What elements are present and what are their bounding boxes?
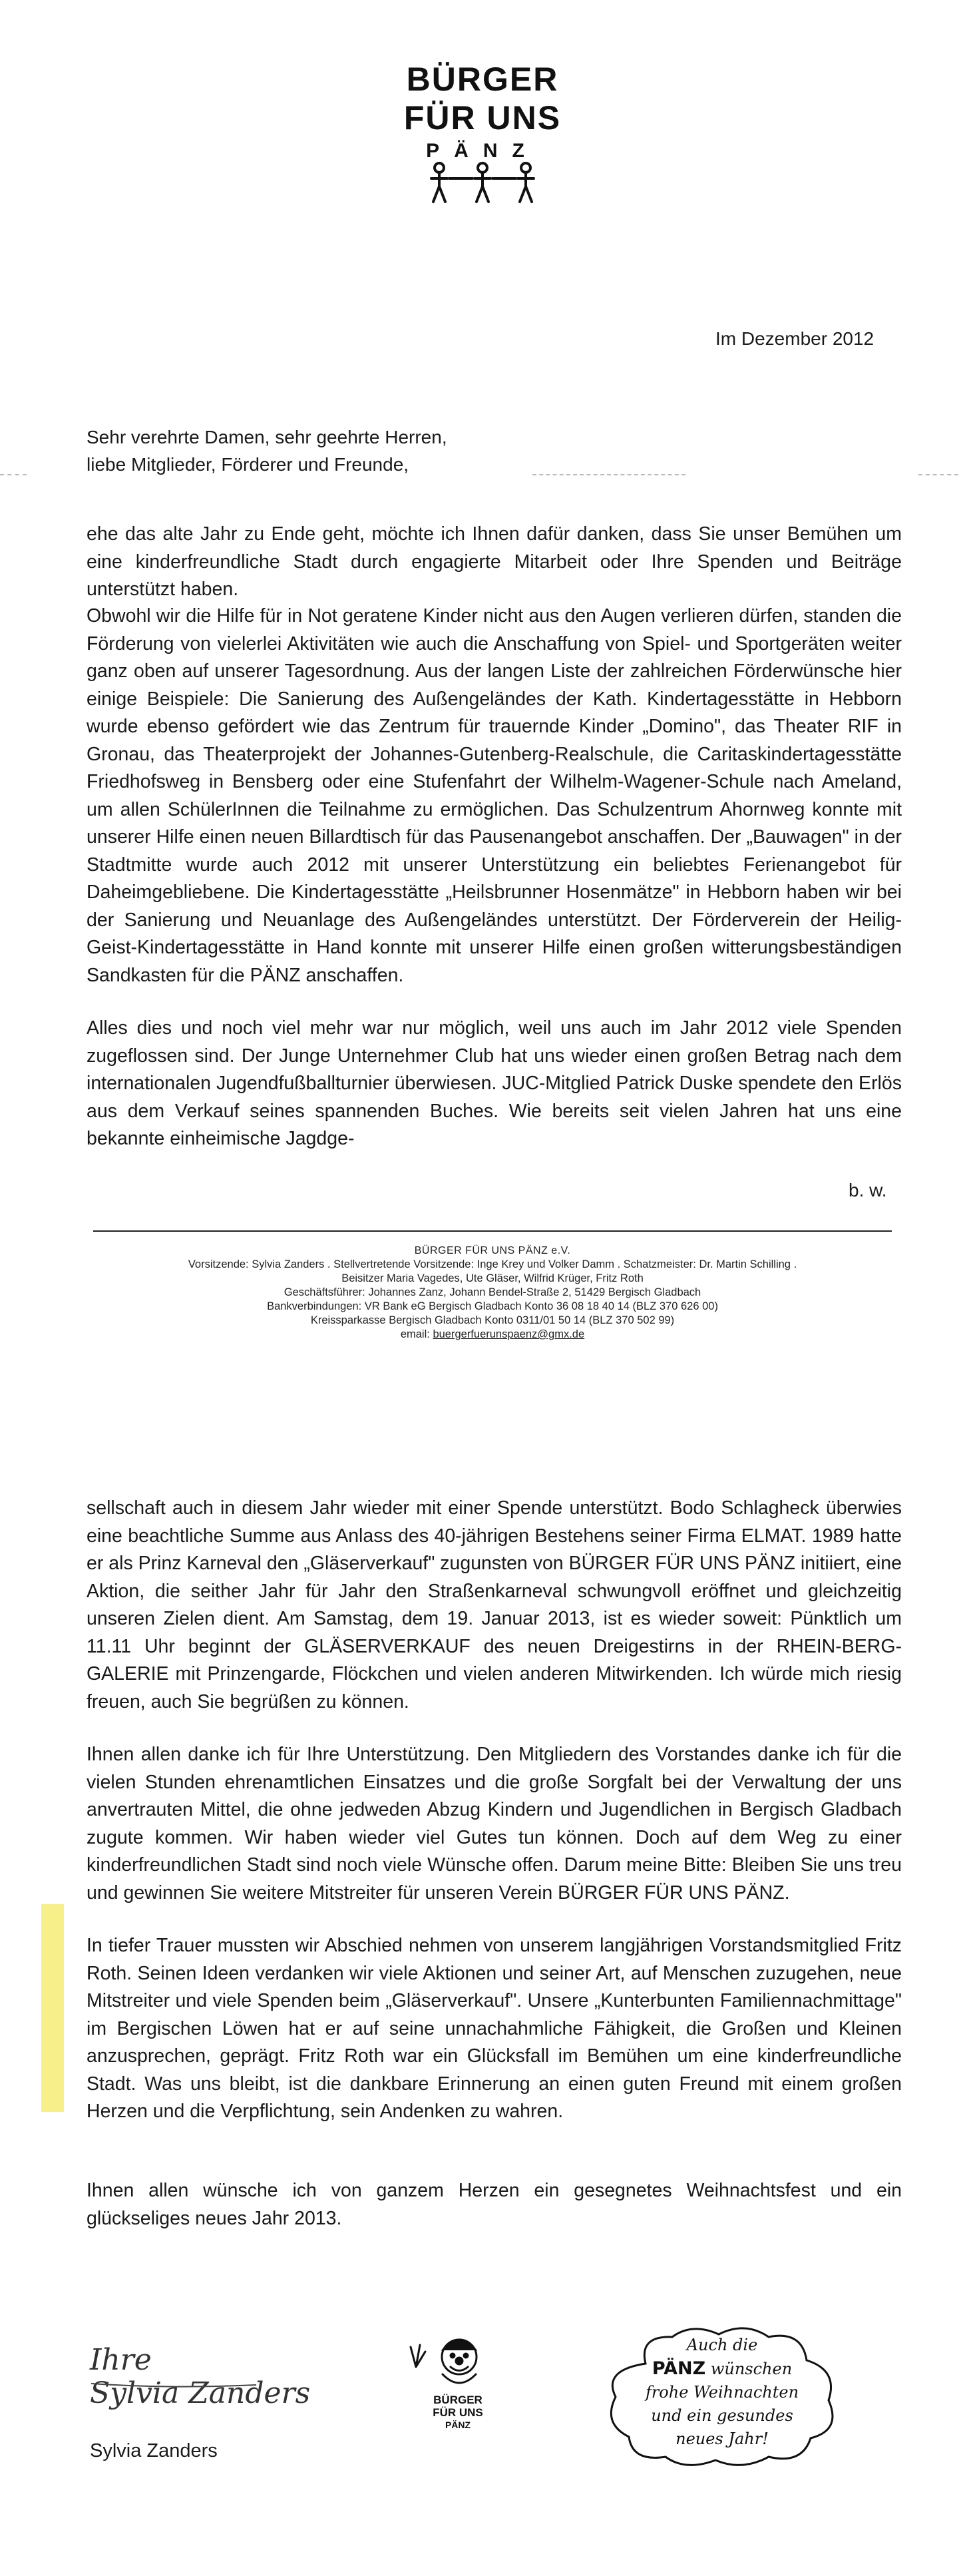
salutation-line-2: liebe Mitglieder, Förderer und Freunde, [87,454,409,475]
scan-dash-mark [532,474,685,475]
footer-email-label: email: [400,1328,430,1340]
footer-divider [93,1230,892,1232]
clown-mascot-icon [403,2330,502,2394]
small-logo-line-2: FÜR UNS [433,2406,483,2419]
paragraph-text: In tiefer Trauer mussten wir Abschied nehmen von unserem langjährigen Vorstandsmitglied Fritz Roth. Seinen Ideen verdanken wir viele Aktionen und seiner Art, auf Menschen zuzugehen, neue Mitstreiter und viele Spenden beim „Gläserverkauf". Unsere „Kunterbunten Familiennachmittage" im Bergischen Löwen hat er auf seine unnachahmliche Fähigkeit, die Großen und Kleinen anzusprechen, geprägt. Fritz Roth war ein Glücksfall im Bemühen um eine kinderfreundliche Stadt. Was uns bleibt, ist die dankbare Erinnerung an einen guten Freund mit einem großen Herzen und die Verpflichtung, sein Andenken zu wahren. [87,1935,902,2122]
paragraph-thanks [87,521,902,604]
cloud-line-5: neues Jahr! [676,2430,769,2448]
organization-logo [399,60,566,205]
salutation [87,423,447,478]
cloud-line-3: frohe Weihnachten [645,2383,799,2402]
logo-children-figures [413,138,552,205]
signature-name-handwritten: Sylvia Zanders [90,2376,311,2410]
small-logo-line-1: BÜRGER [433,2394,483,2406]
footer-email-link[interactable]: buergerfuerunspaenz@gmx.de [433,1328,585,1340]
paragraph-text: sellschaft auch in diesem Jahr wieder mit einer Spende unterstützt. Bodo Schlagheck überwies eine beachtliche Summe aus Anlass des 40-jährigen Bestehens seiner Firma ELMAT. 1989 hatte er als Prinz Karneval den „Gläserverkauf" zugunsten von BÜRGER FÜR UNS PÄNZ initiiert, eine Aktion, die seither Jahr für Jahr den Straßenkarneval schwungvoll eröffnet und gleichzeitig unseren Zielen dient. Am Samstag, dem 19. Januar 2013, ist es wieder soweit: Pünktlich um 11.11 Uhr beginnt der GLÄSERVERKAUF des neuen Dreigestirns in der RHEIN-BERG-GALERIE mit Prinzengarde, Flöckchen und vielen anderen Mitwirkenden. Ich würde mich riesig freuen, auch Sie begrüßen zu können. [87,1497,902,1712]
cloud-wish: wünschen [710,2360,793,2378]
paragraph-text: Alles dies und noch viel mehr war nur möglich, weil uns auch im Jahr 2012 viele Spenden zugeflossen sind. Der Junge Unternehmer Club hat uns wieder einen großen Betrag nach dem internationalen Jugendfußballturnier überwiesen. JUC-Mitglied Patrick Duske spendete den Erlös aus dem Verkauf seines spannenden Buches. Wie bereits seit vielen Jahren hat uns eine bekannte einheimische Jagdge- [87,1017,902,1149]
cloud-line-1: Auch die [686,2336,758,2354]
paragraph-board-thanks [87,1741,902,1907]
signer-name: Sylvia Zanders [90,2440,218,2461]
logo-line-1: BÜRGER [406,61,559,98]
footer-bank-2: Kreissparkasse Bergisch Gladbach Konto 0311/01 50 14 (BLZ 370 502 99) [310,1314,675,1326]
footer-board: Vorsitzende: Sylvia Zanders . Stellvertretende Vorsitzende: Inge Krey und Volker Damm . Schatzmeister: Dr. Martin Schilling . [188,1258,797,1270]
logo-line-3: PÄNZ [426,140,539,162]
highlighter-mark [41,1904,64,2112]
logo-line-2: FÜR UNS [403,99,562,136]
greeting-cloud-text [629,2334,815,2451]
letterhead-footer [93,1244,892,1342]
paragraph-text: Ihnen allen danke ich für Ihre Unterstützung. Den Mitgliedern des Vorstandes danke ich für die vielen Stunden ehrenamtlichen Einsatzes und die große Sorgfalt bei der Verwaltung der uns anvertrauten Mittel, die ohne jedweden Abzug Kindern und Jugendlichen in Bergisch Gladbach zugute kommen. Wir haben wieder viel Gutes tun können. Doch auf dem Weg zu einer kinderfreundlichen Stadt sind noch viele Wünsche offen. Darum meine Bitte: Bleiben Sie uns treu und gewinnen Sie weitere Mitstreiter für unseren Verein BÜRGER FÜR UNS PÄNZ. [87,1744,902,1904]
page-turn-note: b. w. [849,1180,887,1200]
signature-closing: Ihre [90,2343,152,2377]
cloud-line-4: und ein gesundes [651,2406,793,2425]
paragraph-funding-examples [87,603,902,989]
paragraph-in-memoriam [87,1932,902,2126]
footer-management: Geschäftsführer: Johannes Zanz, Johann Bendel-Straße 2, 51429 Bergisch Gladbach [284,1286,701,1298]
salutation-line-1: Sehr verehrte Damen, sehr geehrte Herren, [87,427,447,447]
letter-date: Im Dezember 2012 [715,328,874,349]
footer-assessors: Beisitzer Maria Vagedes, Ute Gläser, Wilfrid Krüger, Fritz Roth [341,1272,644,1284]
paragraph-text: ehe das alte Jahr zu Ende geht, möchte ich Ihnen dafür danken, dass Sie unser Bemühen um eine kinderfreundliche Stadt durch engagierte Mitarbeit oder Ihre Spenden und Beiträge unterstützt haben. [87,523,902,600]
scan-dash-mark [918,474,958,475]
paragraph-season-greetings [87,2177,902,2232]
handwritten-signature [90,2342,383,2436]
cloud-paenz: PÄNZ [652,2358,706,2379]
footer-email-row [93,1328,892,1342]
paragraph-text: Ihnen allen wünsche ich von ganzem Herzen ein gesegnetes Weihnachtsfest und ein glückseliges neues Jahr 2013. [87,2180,902,2229]
paragraph-glaeserverkauf [87,1495,902,1716]
scan-dash-mark [0,474,27,475]
paragraph-text: Obwohl wir die Hilfe für in Not geratene Kinder nicht aus den Augen verlieren dürfen, standen die Förderung von vielerlei Aktivitäten wie auch die Anschaffung von Spiel- und Sportgeräten weiter ganz oben auf unserer Tagesordnung. Aus der langen Liste der zahlreichen Förderwünsche hier einige Beispiele: Die Sanierung des Außengeländes der Kath. Kindertagesstätte in Hebborn wurde ebenso gefördert wie das Zentrum für trauernde Kinder „Domino", das Theater RIF in Gronau, das Theaterprojekt der Johannes-Gutenberg-Realschule, die Caritaskindertagesstätte Friedhofsweg in Bensberg oder eine Stufenfahrt der Wilhelm-Wagener-Schule nach Ameland, um allen SchülerInnen die Teilnahme zu ermöglichen. Das Schulzentrum Ahornweg konnte mit unserer Hilfe einen neuen Billardtisch für das Pausenangebot anschaffen. Der „Bauwagen" in der Stadtmitte wurde auch 2012 mit unserer Unterstützung ein beliebtes Ferienangebot für Daheimgebliebene. Die Kindertagesstätte „Heilsbrunner Hosenmätze" in Hebborn haben wir bei der Sanierung und Neuanlage des Außengeländes unterstützt. Der Förderverein der Heilig-Geist-Kindertagesstätte in Hand konnte mit unserer Hilfe einen großen witterungsbeständigen Sandkasten für die PÄNZ anschaffen. [87,605,902,986]
paragraph-donations [87,1015,902,1153]
footer-organization: BÜRGER FÜR UNS PÄNZ e.V. [414,1245,571,1256]
cloud-line-2 [629,2357,815,2381]
footer-bank-1: Bankverbindungen: VR Bank eG Bergisch Gladbach Konto 36 08 18 40 14 (BLZ 370 626 00) [267,1300,718,1312]
small-logo-line-3: PÄNZ [445,2420,471,2430]
signature-underline [90,2342,383,2436]
small-logo-with-mascot [403,2330,502,2450]
